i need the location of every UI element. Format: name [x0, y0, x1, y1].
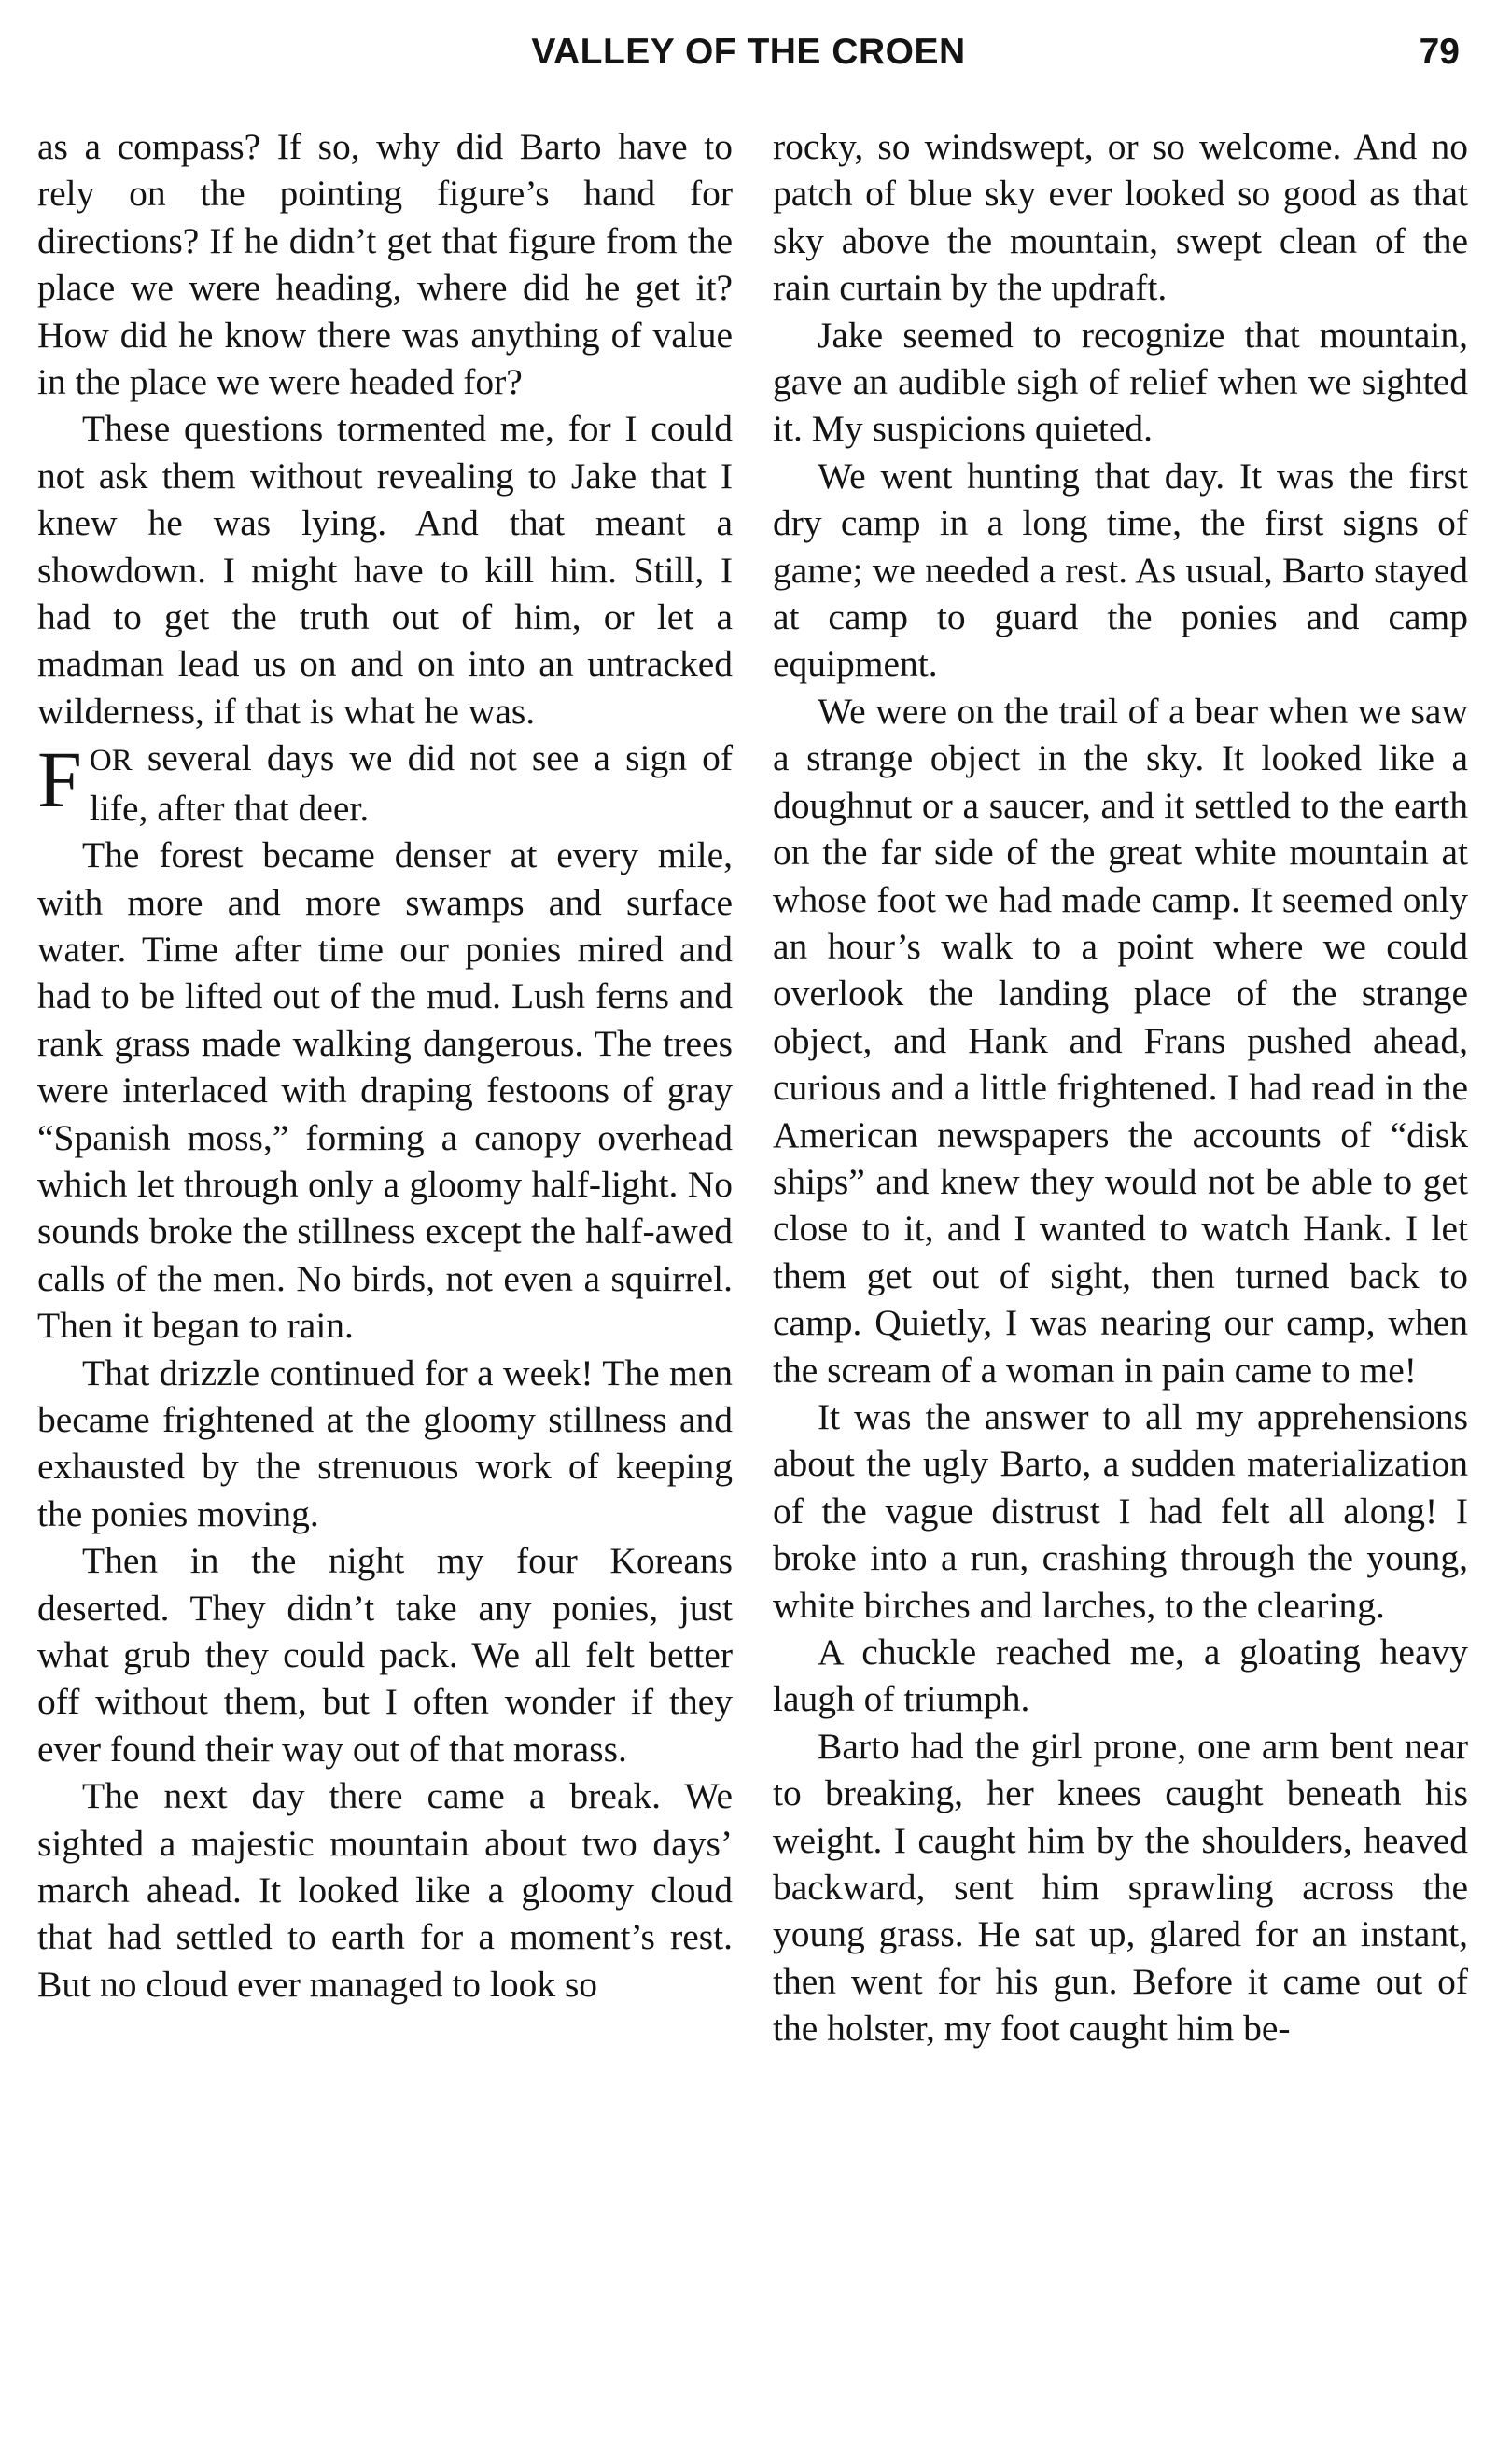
left-column — [37, 123, 733, 2008]
paragraph: That drizzle continued for a week! The men became frightened at the gloomy stillness and exhausted by the strenuous work of keeping the ponies moving. — [37, 1351, 733, 1534]
paragraph: These questions tormented me, for I could not ask them without revealing to Jake that I knew he was lying. And that meant a showdown. I might have to kill him. Still, I had to get the truth out of him, or let a madman lead us on and on into an untracked wilderness, if that is what he was. — [37, 408, 733, 732]
paragraph: Then in the night my four Koreans deserted. They didn’t take any ponies, just what grub they could pack. We all felt better off without them, but I often wonder if they ever found their way out of that morass. — [37, 1540, 733, 1770]
paragraph: Barto had the girl prone, one arm bent near to breaking, her knees caught beneath his weight. I caught him by the shoulders, heaved backward, sent him sprawling across the young grass. He sat up, glared for an instant, then went for his gun. Before it came out of the holster, my foot caught him be- — [773, 1725, 1468, 2050]
section-opening-text: several days we did not see a sign of life, after that deer. — [89, 737, 733, 829]
paragraph: We were on the trail of a bear when we saw a strange object in the sky. It looked like a doughnut or a saucer, and it settled to the earth on the far side of the great white mountain at whose foot we had made camp. It seemed only an hour’s walk to a point where we could overlook the landing place of the strange object, and Hank and Frans pushed ahead, curious and a little frightened. I had read in the American newspapers the accounts of “disk ships” and knew they would not be able to get close to it, and I wanted to watch Hank. I let them get out of sight, then turned back to camp. Quietly, I was nearing our camp, when the scream of a woman in pain came to me! — [773, 690, 1468, 1391]
paragraph: We went hunting that day. It was the first dry camp in a long time, the first signs of game; we needed a rest. As usual, Barto stayed at camp to guard the ponies and camp equipment. — [773, 455, 1468, 685]
section-opening-paragraph — [37, 735, 733, 832]
paragraph: rocky, so windswept, or so welcome. And no patch of blue sky ever looked so good as that sky above the mountain, swept clean of the rain curtain by the updraft. — [773, 126, 1468, 309]
right-column — [773, 123, 1468, 2052]
paragraph: Jake seemed to recognize that mountain, gave an audible sigh of relief when we sighted it. My suspicions quieted. — [773, 314, 1468, 450]
page-number: 79 — [1419, 32, 1460, 72]
paragraph: The forest became denser at every mile, with more and more swamps and surface water. Time after time our ponies mired and had to be lifted out of the mud. Lush ferns and rank grass made walking dangerous. The trees were interlaced with draping festoons of gray “Spanish moss,” forming a canopy overhead which let through only a gloomy half-light. No sounds broke the stillness except the half-awed calls of the men. No birds, not even a squirrel. Then it began to rain. — [37, 834, 733, 1347]
paragraph: It was the answer to all my apprehensions about the ugly Barto, a sudden materialization of the vague distrust I had felt all along! I broke into a run, crashing through the young, white birches and larches, to the clearing. — [773, 1395, 1468, 1626]
paragraph: as a compass? If so, why did Barto have to rely on the pointing figure’s hand for directions? If he didn’t get that figure from the place we were heading, where did he get it? How did he know there was anything of value in the place we were headed for? — [37, 126, 733, 403]
drop-cap: F — [37, 735, 82, 825]
section-opening-small-caps: OR — [89, 744, 133, 778]
running-title: VALLEY OF THE CROEN — [531, 32, 966, 72]
paragraph: The next day there came a break. We sighted a majestic mountain about two days’ march ahead. It looked like a gloomy cloud that had settled to earth for a moment’s rest. But no cloud ever managed to look so — [37, 1775, 733, 2005]
paragraph: A chuckle reached me, a gloating heavy laugh of triumph. — [773, 1631, 1468, 1720]
page-header — [37, 28, 1460, 84]
